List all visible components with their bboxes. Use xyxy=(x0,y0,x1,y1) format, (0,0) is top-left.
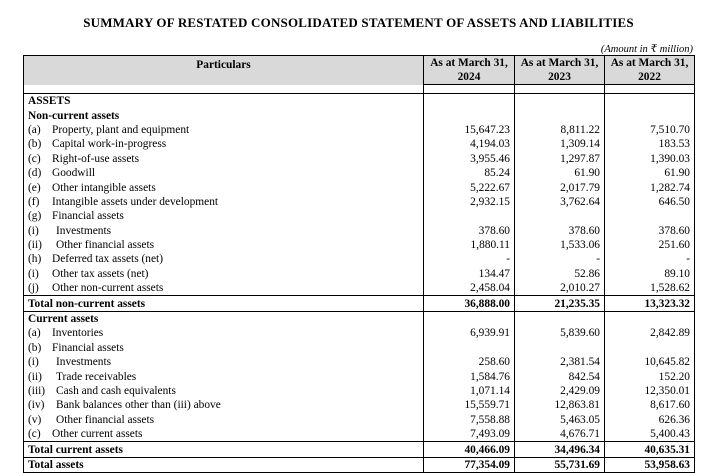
row-label: Total non-current assets xyxy=(24,296,424,311)
value-2022: 7,510.70 xyxy=(605,123,695,137)
amount-unit-note: (Amount in ₹ million) xyxy=(600,44,693,55)
table-row xyxy=(24,413,695,427)
value-2024: 258.60 xyxy=(424,355,515,369)
value-2022: 8,617.60 xyxy=(605,398,695,412)
value-2023: 21,235.35 xyxy=(515,296,605,311)
row-label: Financial assets xyxy=(52,341,124,354)
value-2024: 2,932.15 xyxy=(424,195,515,209)
row-label: Deferred tax assets (net) xyxy=(52,253,164,266)
table-row xyxy=(24,267,695,281)
value-2022: 152.20 xyxy=(605,369,695,383)
table-row xyxy=(24,224,695,238)
row-label: Other tax assets (net) xyxy=(52,267,149,280)
row-label: Other intangible assets xyxy=(52,181,156,194)
value-2024: 1,880.11 xyxy=(424,238,515,252)
row-marker: (g) xyxy=(28,210,42,223)
value-2023 xyxy=(515,341,605,355)
value-2022: 40,635.31 xyxy=(605,442,695,457)
row-label: Other financial assets xyxy=(56,413,155,426)
row-label: Financial assets xyxy=(52,210,124,223)
value-2022: 378.60 xyxy=(605,224,695,238)
value-2023: 34,496.34 xyxy=(515,442,605,457)
col-2022-header-year: 2022 xyxy=(605,70,695,85)
row-label: Total current assets xyxy=(24,442,424,457)
value-2023: 1,533.06 xyxy=(515,238,605,252)
value-2022: - xyxy=(605,252,695,266)
table-row xyxy=(24,427,695,442)
row-label: Goodwill xyxy=(52,167,96,180)
row-marker: (ii) xyxy=(28,370,42,383)
table-row xyxy=(24,166,695,180)
row-marker: (iii) xyxy=(28,385,46,397)
value-2024 xyxy=(424,209,515,223)
assets-liabilities-table xyxy=(23,55,695,473)
value-2022: 1,282.74 xyxy=(605,180,695,194)
value-2023: 2,017.79 xyxy=(515,180,605,194)
value-2023: 12,863.81 xyxy=(515,398,605,412)
value-2022: 53,958.63 xyxy=(605,457,695,472)
row-marker: (c) xyxy=(28,428,41,441)
value-2022: 61.90 xyxy=(605,166,695,180)
table-row xyxy=(24,152,695,166)
row-marker: (v) xyxy=(28,413,42,426)
row-marker: (a) xyxy=(28,123,41,136)
row-label: Other non-current assets xyxy=(52,282,164,295)
row-label: Right-of-use assets xyxy=(52,152,139,165)
table-row xyxy=(24,238,695,252)
row-marker: (h) xyxy=(28,253,42,266)
value-2024 xyxy=(424,341,515,355)
value-2022: 13,323.32 xyxy=(605,296,695,311)
row-marker: (i) xyxy=(28,224,39,237)
section-non-current-assets: Non-current assets xyxy=(24,108,424,122)
value-2024: 378.60 xyxy=(424,224,515,238)
value-2022: 5,400.43 xyxy=(605,427,695,442)
value-2024: 6,939.91 xyxy=(424,326,515,340)
row-label: Intangible assets under development xyxy=(52,195,219,208)
value-2024: 40,466.09 xyxy=(424,442,515,457)
value-2023: 4,676.71 xyxy=(515,427,605,442)
value-2022: 1,390.03 xyxy=(605,152,695,166)
value-2023: 61.90 xyxy=(515,166,605,180)
row-label: Other financial assets xyxy=(56,239,155,252)
value-2022: 626.36 xyxy=(605,413,695,427)
value-2023: 2,429.09 xyxy=(515,384,605,398)
value-2024: 2,458.04 xyxy=(424,281,515,296)
row-marker: (ii) xyxy=(28,239,42,252)
value-2023 xyxy=(515,209,605,223)
table-row xyxy=(24,281,695,296)
value-2023: 1,309.14 xyxy=(515,137,605,151)
col-2024-header-line1: As at March 31, xyxy=(424,56,515,71)
row-label: Total assets xyxy=(24,457,424,472)
value-2023: 55,731.69 xyxy=(515,457,605,472)
row-marker: (f) xyxy=(28,195,40,208)
table-row xyxy=(24,384,695,398)
row-marker: (b) xyxy=(28,341,42,354)
row-label: Cash and cash equivalents xyxy=(56,385,176,397)
row-marker: (i) xyxy=(28,356,39,369)
value-2024: 36,888.00 xyxy=(424,296,515,311)
col-2024-header-year: 2024 xyxy=(424,70,515,85)
table-row xyxy=(24,123,695,137)
table-row xyxy=(24,369,695,383)
row-label: Other current assets xyxy=(52,428,143,441)
section-current-assets: Current assets xyxy=(24,311,424,326)
value-2022: 10,645.82 xyxy=(605,355,695,369)
value-2023: 842.54 xyxy=(515,369,605,383)
value-2024: 7,493.09 xyxy=(424,427,515,442)
value-2022 xyxy=(605,341,695,355)
value-2023: - xyxy=(515,252,605,266)
value-2024: 7,558.88 xyxy=(424,413,515,427)
value-2024: 77,354.09 xyxy=(424,457,515,472)
table-row xyxy=(24,341,695,355)
value-2023: 2,010.27 xyxy=(515,281,605,296)
value-2022: 251.60 xyxy=(605,238,695,252)
value-2022: 89.10 xyxy=(605,267,695,281)
value-2022: 183.53 xyxy=(605,137,695,151)
value-2023: 1,297.87 xyxy=(515,152,605,166)
value-2024: 85.24 xyxy=(424,166,515,180)
table-row xyxy=(24,326,695,340)
table-row xyxy=(24,137,695,151)
row-label: Investments xyxy=(56,356,112,369)
total-current-assets-row xyxy=(24,442,695,457)
value-2024: 1,071.14 xyxy=(424,384,515,398)
col-2023-header-line1: As at March 31, xyxy=(515,56,605,71)
row-marker: (a) xyxy=(28,327,41,340)
row-label: Capital work-in-progress xyxy=(52,138,167,151)
row-marker: (j) xyxy=(28,282,39,295)
value-2023: 3,762.64 xyxy=(515,195,605,209)
table-row xyxy=(24,398,695,412)
table-row xyxy=(24,252,695,266)
statement-title: SUMMARY OF RESTATED CONSOLIDATED STATEMENT OF ASSETS AND LIABILITIES xyxy=(83,15,634,30)
row-marker: (i) xyxy=(28,267,39,280)
row-marker: (b) xyxy=(28,138,42,151)
value-2022: 12,350.01 xyxy=(605,384,695,398)
col-2023-header-year: 2023 xyxy=(515,70,605,85)
particulars-header: Particulars xyxy=(24,56,424,85)
row-label: Property, plant and equipment xyxy=(52,123,190,136)
table-row xyxy=(24,180,695,194)
value-2023: 8,811.22 xyxy=(515,123,605,137)
value-2022: 646.50 xyxy=(605,195,695,209)
row-marker: (iv) xyxy=(28,399,45,412)
value-2023: 2,381.54 xyxy=(515,355,605,369)
value-2024: 3,955.46 xyxy=(424,152,515,166)
value-2022: 2,842.89 xyxy=(605,326,695,340)
value-2024: 134.47 xyxy=(424,267,515,281)
value-2023: 52.86 xyxy=(515,267,605,281)
total-non-current-assets-row xyxy=(24,296,695,311)
value-2024: 15,647.23 xyxy=(424,123,515,137)
table-row xyxy=(24,195,695,209)
value-2024: 4,194.03 xyxy=(424,137,515,151)
row-marker: (e) xyxy=(28,181,41,194)
row-marker: (d) xyxy=(28,167,42,180)
total-assets-row xyxy=(24,457,695,472)
table-row xyxy=(24,355,695,369)
row-marker: (c) xyxy=(28,152,41,165)
row-label: Inventories xyxy=(52,327,104,340)
value-2022 xyxy=(605,209,695,223)
value-2022: 1,528.62 xyxy=(605,281,695,296)
value-2024: - xyxy=(424,252,515,266)
value-2023: 5,463.05 xyxy=(515,413,605,427)
col-2022-header-line1: As at March 31, xyxy=(605,56,695,71)
value-2023: 5,839.60 xyxy=(515,326,605,340)
section-assets: ASSETS xyxy=(24,94,424,109)
value-2024: 1,584.76 xyxy=(424,369,515,383)
value-2023: 378.60 xyxy=(515,224,605,238)
value-2024: 5,222.67 xyxy=(424,180,515,194)
row-label: Trade receivables xyxy=(56,370,137,383)
table-row xyxy=(24,209,695,223)
row-label: Investments xyxy=(56,224,112,237)
value-2024: 15,559.71 xyxy=(424,398,515,412)
row-label: Bank balances other than (iii) above xyxy=(56,399,221,412)
